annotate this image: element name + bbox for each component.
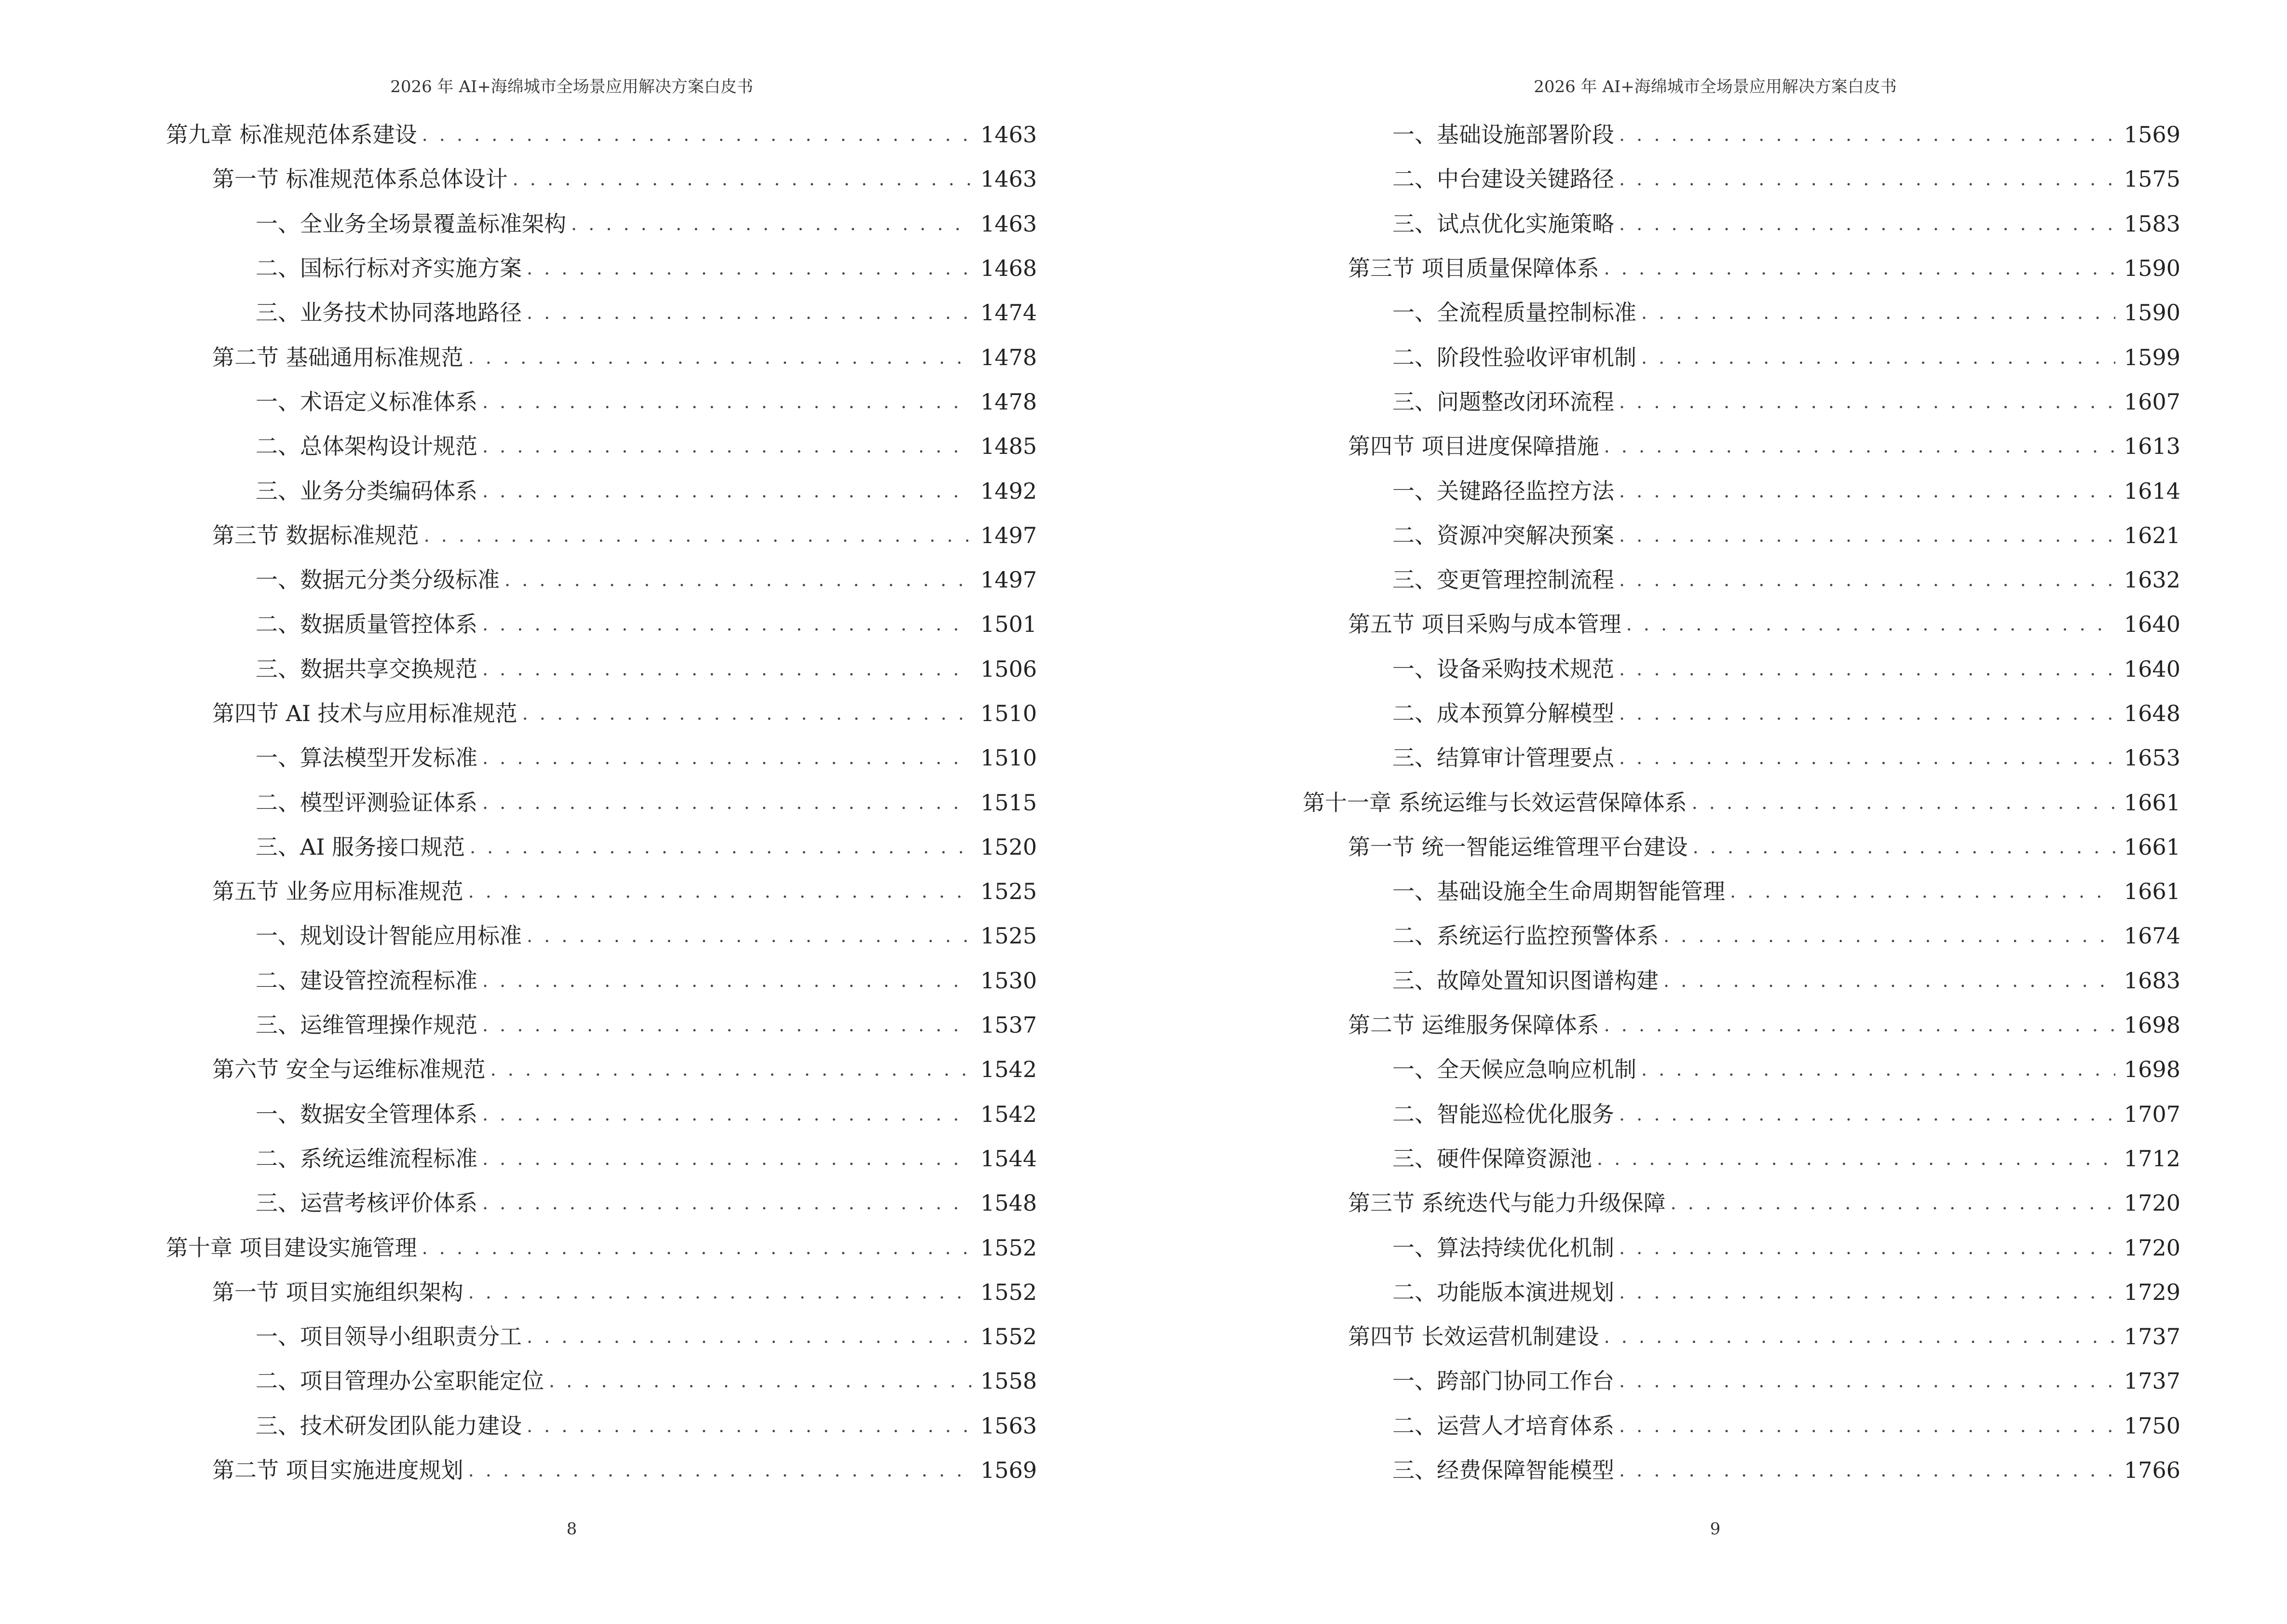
dot-leader bbox=[1619, 478, 2115, 505]
dot-leader bbox=[482, 611, 972, 638]
toc-entry-page-number: 1558 bbox=[980, 1368, 1037, 1394]
dot-leader bbox=[1730, 878, 2115, 905]
toc-entry-page-number: 1537 bbox=[980, 1012, 1037, 1038]
toc-entry-title: 二、智能巡检优化服务 bbox=[1392, 1101, 1614, 1127]
dot-leader bbox=[422, 121, 972, 148]
dot-leader bbox=[1671, 1189, 2115, 1216]
toc-entry-title: 三、业务分类编码体系 bbox=[256, 478, 477, 504]
page-header: 2026 年 AI+海绵城市全场景应用解决方案白皮书 bbox=[390, 77, 753, 96]
toc-entry-page-number: 1653 bbox=[2124, 745, 2180, 771]
dot-leader bbox=[1619, 655, 2115, 682]
toc-section-entry[interactable] bbox=[1348, 246, 2180, 290]
toc-entry-page-number: 1707 bbox=[2124, 1101, 2180, 1127]
toc-section-entry[interactable] bbox=[1348, 602, 2180, 646]
toc-subsection-entry[interactable] bbox=[256, 558, 1037, 602]
toc-section-entry[interactable] bbox=[1348, 424, 2180, 468]
toc-entry-page-number: 1492 bbox=[980, 478, 1037, 504]
toc-entry-title: 第五节 业务应用标准规范 bbox=[212, 878, 463, 905]
toc-entry-page-number: 1720 bbox=[2124, 1234, 2180, 1261]
page-number: 8 bbox=[566, 1519, 577, 1539]
toc-entry-title: 第一节 项目实施组织架构 bbox=[212, 1279, 463, 1305]
toc-subsection-entry[interactable] bbox=[256, 468, 1037, 513]
dot-leader bbox=[482, 1101, 972, 1128]
toc-entry-page-number: 1530 bbox=[980, 967, 1037, 994]
toc-subsection-entry[interactable] bbox=[256, 914, 1037, 958]
toc-subsection-entry[interactable] bbox=[256, 1181, 1037, 1225]
toc-subsection-entry[interactable] bbox=[1392, 647, 2180, 691]
toc-subsection-entry[interactable] bbox=[256, 1314, 1037, 1359]
toc-entry-title: 二、系统运行监控预警体系 bbox=[1392, 923, 1659, 949]
toc-subsection-entry[interactable] bbox=[1392, 335, 2180, 379]
toc-entry-title: 二、系统运维流程标准 bbox=[256, 1145, 477, 1172]
toc-entry-page-number: 1607 bbox=[2124, 388, 2180, 415]
toc-subsection-entry[interactable] bbox=[1392, 736, 2180, 780]
toc-entry-title: 一、算法模型开发标准 bbox=[256, 745, 477, 771]
toc-entry-page-number: 1544 bbox=[980, 1145, 1037, 1172]
toc-entry-page-number: 1590 bbox=[2124, 300, 2180, 326]
toc-entry-page-number: 1478 bbox=[980, 388, 1037, 415]
toc-entry-page-number: 1737 bbox=[2124, 1368, 2180, 1394]
toc-entry-page-number: 1463 bbox=[980, 210, 1037, 237]
toc-entry-title: 三、变更管理控制流程 bbox=[1392, 567, 1614, 593]
toc-entry-page-number: 1520 bbox=[980, 833, 1037, 860]
dot-leader bbox=[1604, 255, 2115, 282]
toc-section-entry[interactable] bbox=[212, 869, 1037, 914]
toc-entry-title: 第二节 项目实施进度规划 bbox=[212, 1457, 463, 1484]
toc-entry-title: 一、数据元分类分级标准 bbox=[256, 567, 500, 593]
toc-entry-title: 三、故障处置知识图谱构建 bbox=[1392, 967, 1659, 994]
toc-entry-title: 第四节 项目进度保障措施 bbox=[1348, 433, 1599, 460]
toc-subsection-entry[interactable] bbox=[256, 780, 1037, 824]
toc-subsection-entry[interactable] bbox=[1392, 914, 2180, 958]
toc-entry-page-number: 1632 bbox=[2124, 567, 2180, 593]
toc-entry-page-number: 1661 bbox=[2124, 833, 2180, 860]
toc-entry-title: 二、资源冲突解决预案 bbox=[1392, 522, 1614, 548]
toc-subsection-entry[interactable] bbox=[256, 825, 1037, 869]
dot-leader bbox=[1626, 611, 2115, 638]
toc-subsection-entry[interactable] bbox=[256, 380, 1037, 424]
toc-entry-page-number: 1548 bbox=[980, 1190, 1037, 1216]
toc-entry-title: 一、基础设施部署阶段 bbox=[1392, 122, 1614, 148]
toc-subsection-entry[interactable] bbox=[1392, 290, 2180, 335]
dot-leader bbox=[468, 344, 972, 371]
toc-entry-title: 三、问题整改闭环流程 bbox=[1392, 388, 1614, 415]
dot-leader bbox=[1619, 1457, 2115, 1484]
toc-entry-page-number: 1478 bbox=[980, 344, 1037, 370]
toc-entry-title: 一、关键路径监控方法 bbox=[1392, 478, 1614, 504]
dot-leader bbox=[1619, 388, 2115, 415]
toc-entry-title: 一、全业务全场景覆盖标准架构 bbox=[256, 210, 566, 237]
toc-entry-page-number: 1648 bbox=[2124, 700, 2180, 726]
dot-leader bbox=[482, 1189, 972, 1216]
toc-entry-title: 第三节 数据标准规范 bbox=[212, 522, 419, 548]
toc-entry-page-number: 1737 bbox=[2124, 1324, 2180, 1350]
toc-subsection-entry[interactable] bbox=[1392, 1047, 2180, 1092]
toc-entry-title: 一、规划设计智能应用标准 bbox=[256, 923, 522, 949]
toc-entry-page-number: 1575 bbox=[2124, 166, 2180, 192]
toc-subsection-entry[interactable] bbox=[256, 424, 1037, 468]
toc-subsection-entry[interactable] bbox=[1392, 869, 2180, 914]
toc-subsection-entry[interactable] bbox=[256, 1092, 1037, 1136]
toc-entry-title: 三、业务技术协同落地路径 bbox=[256, 300, 522, 326]
toc-entry-page-number: 1474 bbox=[980, 300, 1037, 326]
dot-leader bbox=[527, 299, 972, 326]
toc-entry-page-number: 1506 bbox=[980, 655, 1037, 682]
toc-entry-title: 二、成本预算分解模型 bbox=[1392, 700, 1614, 726]
dot-leader bbox=[482, 388, 972, 415]
toc-section-entry[interactable] bbox=[212, 513, 1037, 558]
toc-section-entry[interactable] bbox=[212, 1270, 1037, 1314]
dot-leader bbox=[1619, 1101, 2115, 1128]
toc-subsection-entry[interactable] bbox=[1392, 1404, 2180, 1448]
toc-entry-title: 三、技术研发团队能力建设 bbox=[256, 1412, 522, 1439]
toc-subsection-entry[interactable] bbox=[1392, 691, 2180, 736]
dot-leader bbox=[470, 833, 972, 860]
table-of-contents bbox=[0, 112, 1037, 1492]
toc-entry-title: 第十一章 系统运维与长效运营保障体系 bbox=[1303, 789, 1687, 816]
dot-leader bbox=[422, 1234, 972, 1261]
toc-entry-page-number: 1497 bbox=[980, 567, 1037, 593]
toc-entry-title: 第四节 长效运营机制建设 bbox=[1348, 1324, 1599, 1350]
toc-section-entry[interactable] bbox=[212, 157, 1037, 201]
toc-subsection-entry[interactable] bbox=[1392, 958, 2180, 1003]
dot-leader bbox=[549, 1367, 972, 1394]
dot-leader bbox=[1641, 1056, 2115, 1083]
toc-entry-page-number: 1497 bbox=[980, 522, 1037, 548]
toc-subsection-entry[interactable] bbox=[256, 1404, 1037, 1448]
toc-entry-title: 一、术语定义标准体系 bbox=[256, 388, 477, 415]
toc-entry-page-number: 1720 bbox=[2124, 1190, 2180, 1216]
toc-subsection-entry[interactable] bbox=[256, 958, 1037, 1003]
toc-entry-title: 二、中台建设关键路径 bbox=[1392, 166, 1614, 192]
dot-leader bbox=[522, 700, 972, 727]
dot-leader bbox=[482, 744, 972, 771]
toc-entry-title: 第二节 基础通用标准规范 bbox=[212, 344, 463, 370]
toc-subsection-entry[interactable] bbox=[256, 1359, 1037, 1403]
toc-entry-title: 第三节 项目质量保障体系 bbox=[1348, 255, 1599, 282]
dot-leader bbox=[1604, 1323, 2115, 1350]
page-number: 9 bbox=[1710, 1519, 1721, 1539]
dot-leader bbox=[482, 478, 972, 505]
dot-leader bbox=[482, 789, 972, 816]
dot-leader bbox=[468, 878, 972, 905]
toc-entry-page-number: 1525 bbox=[980, 878, 1037, 905]
toc-entry-page-number: 1468 bbox=[980, 255, 1037, 282]
toc-section-entry[interactable] bbox=[1348, 1314, 2180, 1359]
toc-entry-title: 第一节 标准规范体系总体设计 bbox=[212, 166, 508, 192]
toc-section-entry[interactable] bbox=[212, 1047, 1037, 1092]
toc-entry-page-number: 1621 bbox=[2124, 522, 2180, 548]
toc-entry-page-number: 1640 bbox=[2124, 611, 2180, 638]
toc-entry-title: 二、建设管控流程标准 bbox=[256, 967, 477, 994]
toc-subsection-entry[interactable] bbox=[256, 1136, 1037, 1181]
dot-leader bbox=[468, 1279, 972, 1306]
dot-leader bbox=[1692, 789, 2115, 816]
toc-entry-page-number: 1599 bbox=[2124, 344, 2180, 370]
toc-entry-title: 一、项目领导小组职责分工 bbox=[256, 1324, 522, 1350]
toc-entry-title: 二、国标行标对齐实施方案 bbox=[256, 255, 522, 282]
toc-entry-page-number: 1463 bbox=[980, 166, 1037, 192]
dot-leader bbox=[504, 566, 972, 593]
dot-leader bbox=[1604, 1011, 2115, 1038]
toc-entry-page-number: 1552 bbox=[980, 1279, 1037, 1305]
toc-entry-page-number: 1729 bbox=[2124, 1279, 2180, 1305]
toc-entry-title: 二、功能版本演进规划 bbox=[1392, 1279, 1614, 1305]
dot-leader bbox=[1604, 433, 2115, 460]
toc-entry-title: 一、全流程质量控制标准 bbox=[1392, 300, 1636, 326]
dot-leader bbox=[1619, 165, 2115, 192]
toc-entry-title: 第九章 标准规范体系建设 bbox=[166, 122, 417, 148]
toc-entry-page-number: 1674 bbox=[2124, 923, 2180, 949]
dot-leader bbox=[1619, 1367, 2115, 1394]
toc-subsection-entry[interactable] bbox=[256, 202, 1037, 246]
toc-entry-page-number: 1525 bbox=[980, 923, 1037, 949]
toc-entry-title: 第二节 运维服务保障体系 bbox=[1348, 1012, 1599, 1038]
dot-leader bbox=[1619, 1412, 2115, 1439]
toc-section-entry[interactable] bbox=[212, 691, 1037, 736]
toc-entry-page-number: 1614 bbox=[2124, 478, 2180, 504]
toc-entry-title: 三、硬件保障资源池 bbox=[1392, 1145, 1592, 1172]
toc-entry-title: 三、结算审计管理要点 bbox=[1392, 745, 1614, 771]
dot-leader bbox=[1619, 1234, 2115, 1261]
toc-entry-title: 第四节 AI 技术与应用标准规范 bbox=[212, 700, 517, 726]
toc-entry-title: 三、数据共享交换规范 bbox=[256, 655, 477, 682]
dot-leader bbox=[1663, 967, 2115, 994]
toc-entry-title: 三、运维管理操作规范 bbox=[256, 1012, 477, 1038]
toc-subsection-entry[interactable] bbox=[1392, 157, 2180, 201]
toc-section-entry[interactable] bbox=[212, 335, 1037, 379]
toc-entry-page-number: 1542 bbox=[980, 1101, 1037, 1127]
table-of-contents bbox=[1144, 112, 2180, 1492]
toc-entry-title: 第一节 统一智能运维管理平台建设 bbox=[1348, 833, 1688, 860]
toc-entry-page-number: 1583 bbox=[2124, 210, 2180, 237]
dot-leader bbox=[482, 433, 972, 460]
toc-entry-title: 三、AI 服务接口规范 bbox=[256, 833, 465, 860]
toc-entry-title: 一、全天候应急响应机制 bbox=[1392, 1056, 1636, 1083]
toc-entry-page-number: 1510 bbox=[980, 745, 1037, 771]
dot-leader bbox=[468, 1457, 972, 1484]
toc-section-entry[interactable] bbox=[212, 1448, 1037, 1492]
toc-section-entry[interactable] bbox=[1348, 1003, 2180, 1047]
toc-entry-page-number: 1766 bbox=[2124, 1457, 2180, 1484]
dot-leader bbox=[527, 922, 972, 949]
toc-entry-page-number: 1698 bbox=[2124, 1012, 2180, 1038]
toc-chapter-entry[interactable] bbox=[166, 112, 1037, 157]
toc-entry-title: 三、运营考核评价体系 bbox=[256, 1190, 477, 1216]
dot-leader bbox=[1619, 1279, 2115, 1306]
toc-entry-title: 第十章 项目建设实施管理 bbox=[166, 1234, 417, 1261]
toc-subsection-entry[interactable] bbox=[1392, 468, 2180, 513]
dot-leader bbox=[527, 1323, 972, 1350]
dot-leader bbox=[1641, 299, 2115, 326]
toc-subsection-entry[interactable] bbox=[1392, 380, 2180, 424]
toc-entry-title: 一、设备采购技术规范 bbox=[1392, 655, 1614, 682]
toc-section-entry[interactable] bbox=[1348, 825, 2180, 869]
toc-subsection-entry[interactable] bbox=[1392, 112, 2180, 157]
toc-entry-title: 第五节 项目采购与成本管理 bbox=[1348, 611, 1621, 638]
dot-leader bbox=[490, 1056, 972, 1083]
toc-entry-title: 二、项目管理办公室职能定位 bbox=[256, 1368, 544, 1394]
toc-subsection-entry[interactable] bbox=[1392, 513, 2180, 558]
toc-entry-title: 二、运营人才培育体系 bbox=[1392, 1412, 1614, 1439]
dot-leader bbox=[424, 522, 972, 549]
toc-entry-title: 一、跨部门协同工作台 bbox=[1392, 1368, 1614, 1394]
toc-subsection-entry[interactable] bbox=[256, 647, 1037, 691]
dot-leader bbox=[527, 255, 972, 282]
toc-subsection-entry[interactable] bbox=[256, 290, 1037, 335]
toc-entry-page-number: 1569 bbox=[2124, 122, 2180, 148]
dot-leader bbox=[482, 1145, 972, 1172]
dot-leader bbox=[1619, 744, 2115, 771]
toc-entry-title: 一、基础设施全生命周期智能管理 bbox=[1392, 878, 1725, 905]
dot-leader bbox=[571, 210, 972, 237]
toc-subsection-entry[interactable] bbox=[1392, 1270, 2180, 1314]
toc-subsection-entry[interactable] bbox=[1392, 1448, 2180, 1492]
dot-leader bbox=[527, 1412, 972, 1439]
dot-leader bbox=[513, 165, 972, 192]
toc-entry-page-number: 1590 bbox=[2124, 255, 2180, 282]
toc-entry-page-number: 1510 bbox=[980, 700, 1037, 726]
toc-entry-page-number: 1485 bbox=[980, 433, 1037, 460]
toc-entry-title: 三、试点优化实施策略 bbox=[1392, 210, 1614, 237]
toc-entry-page-number: 1542 bbox=[980, 1056, 1037, 1083]
toc-entry-title: 一、算法持续优化机制 bbox=[1392, 1234, 1614, 1261]
toc-subsection-entry[interactable] bbox=[256, 602, 1037, 646]
toc-subsection-entry[interactable] bbox=[256, 1003, 1037, 1047]
toc-subsection-entry[interactable] bbox=[1392, 1136, 2180, 1181]
dot-leader bbox=[1663, 922, 2115, 949]
toc-entry-page-number: 1661 bbox=[2124, 878, 2180, 905]
toc-entry-page-number: 1569 bbox=[980, 1457, 1037, 1484]
toc-entry-page-number: 1640 bbox=[2124, 655, 2180, 682]
dot-leader bbox=[1619, 700, 2115, 727]
toc-entry-title: 第六节 安全与运维标准规范 bbox=[212, 1056, 486, 1083]
toc-entry-page-number: 1750 bbox=[2124, 1412, 2180, 1439]
toc-chapter-entry[interactable] bbox=[1303, 780, 2180, 824]
toc-section-entry[interactable] bbox=[1348, 1181, 2180, 1225]
toc-entry-page-number: 1613 bbox=[2124, 433, 2180, 460]
dot-leader bbox=[1693, 833, 2115, 860]
toc-entry-page-number: 1463 bbox=[980, 122, 1037, 148]
dot-leader bbox=[1619, 121, 2115, 148]
dot-leader bbox=[1619, 210, 2115, 237]
toc-entry-page-number: 1552 bbox=[980, 1234, 1037, 1261]
toc-subsection-entry[interactable] bbox=[1392, 202, 2180, 246]
dot-leader bbox=[1619, 522, 2115, 549]
toc-entry-title: 二、模型评测验证体系 bbox=[256, 789, 477, 816]
dot-leader bbox=[482, 967, 972, 994]
dot-leader bbox=[482, 1011, 972, 1038]
toc-entry-page-number: 1501 bbox=[980, 611, 1037, 638]
toc-entry-title: 一、数据安全管理体系 bbox=[256, 1101, 477, 1127]
toc-entry-page-number: 1698 bbox=[2124, 1056, 2180, 1083]
toc-entry-title: 二、总体架构设计规范 bbox=[256, 433, 477, 460]
toc-entry-title: 第三节 系统迭代与能力升级保障 bbox=[1348, 1190, 1666, 1216]
dot-leader bbox=[1619, 566, 2115, 593]
toc-entry-page-number: 1683 bbox=[2124, 967, 2180, 994]
toc-entry-title: 三、经费保障智能模型 bbox=[1392, 1457, 1614, 1484]
toc-entry-page-number: 1661 bbox=[2124, 789, 2180, 816]
toc-entry-title: 二、数据质量管控体系 bbox=[256, 611, 477, 638]
dot-leader bbox=[1597, 1145, 2115, 1172]
toc-subsection-entry[interactable] bbox=[1392, 1092, 2180, 1136]
toc-subsection-entry[interactable] bbox=[1392, 558, 2180, 602]
toc-subsection-entry[interactable] bbox=[1392, 1359, 2180, 1403]
toc-subsection-entry[interactable] bbox=[256, 736, 1037, 780]
toc-chapter-entry[interactable] bbox=[166, 1225, 1037, 1269]
dot-leader bbox=[482, 655, 972, 682]
toc-subsection-entry[interactable] bbox=[256, 246, 1037, 290]
page-header: 2026 年 AI+海绵城市全场景应用解决方案白皮书 bbox=[1534, 77, 1897, 96]
toc-entry-page-number: 1712 bbox=[2124, 1145, 2180, 1172]
toc-entry-page-number: 1515 bbox=[980, 789, 1037, 816]
page-right bbox=[1144, 0, 2287, 1624]
toc-subsection-entry[interactable] bbox=[1392, 1225, 2180, 1269]
toc-entry-title: 二、阶段性验收评审机制 bbox=[1392, 344, 1636, 370]
toc-entry-page-number: 1552 bbox=[980, 1324, 1037, 1350]
toc-entry-page-number: 1563 bbox=[980, 1412, 1037, 1439]
dot-leader bbox=[1641, 344, 2115, 371]
